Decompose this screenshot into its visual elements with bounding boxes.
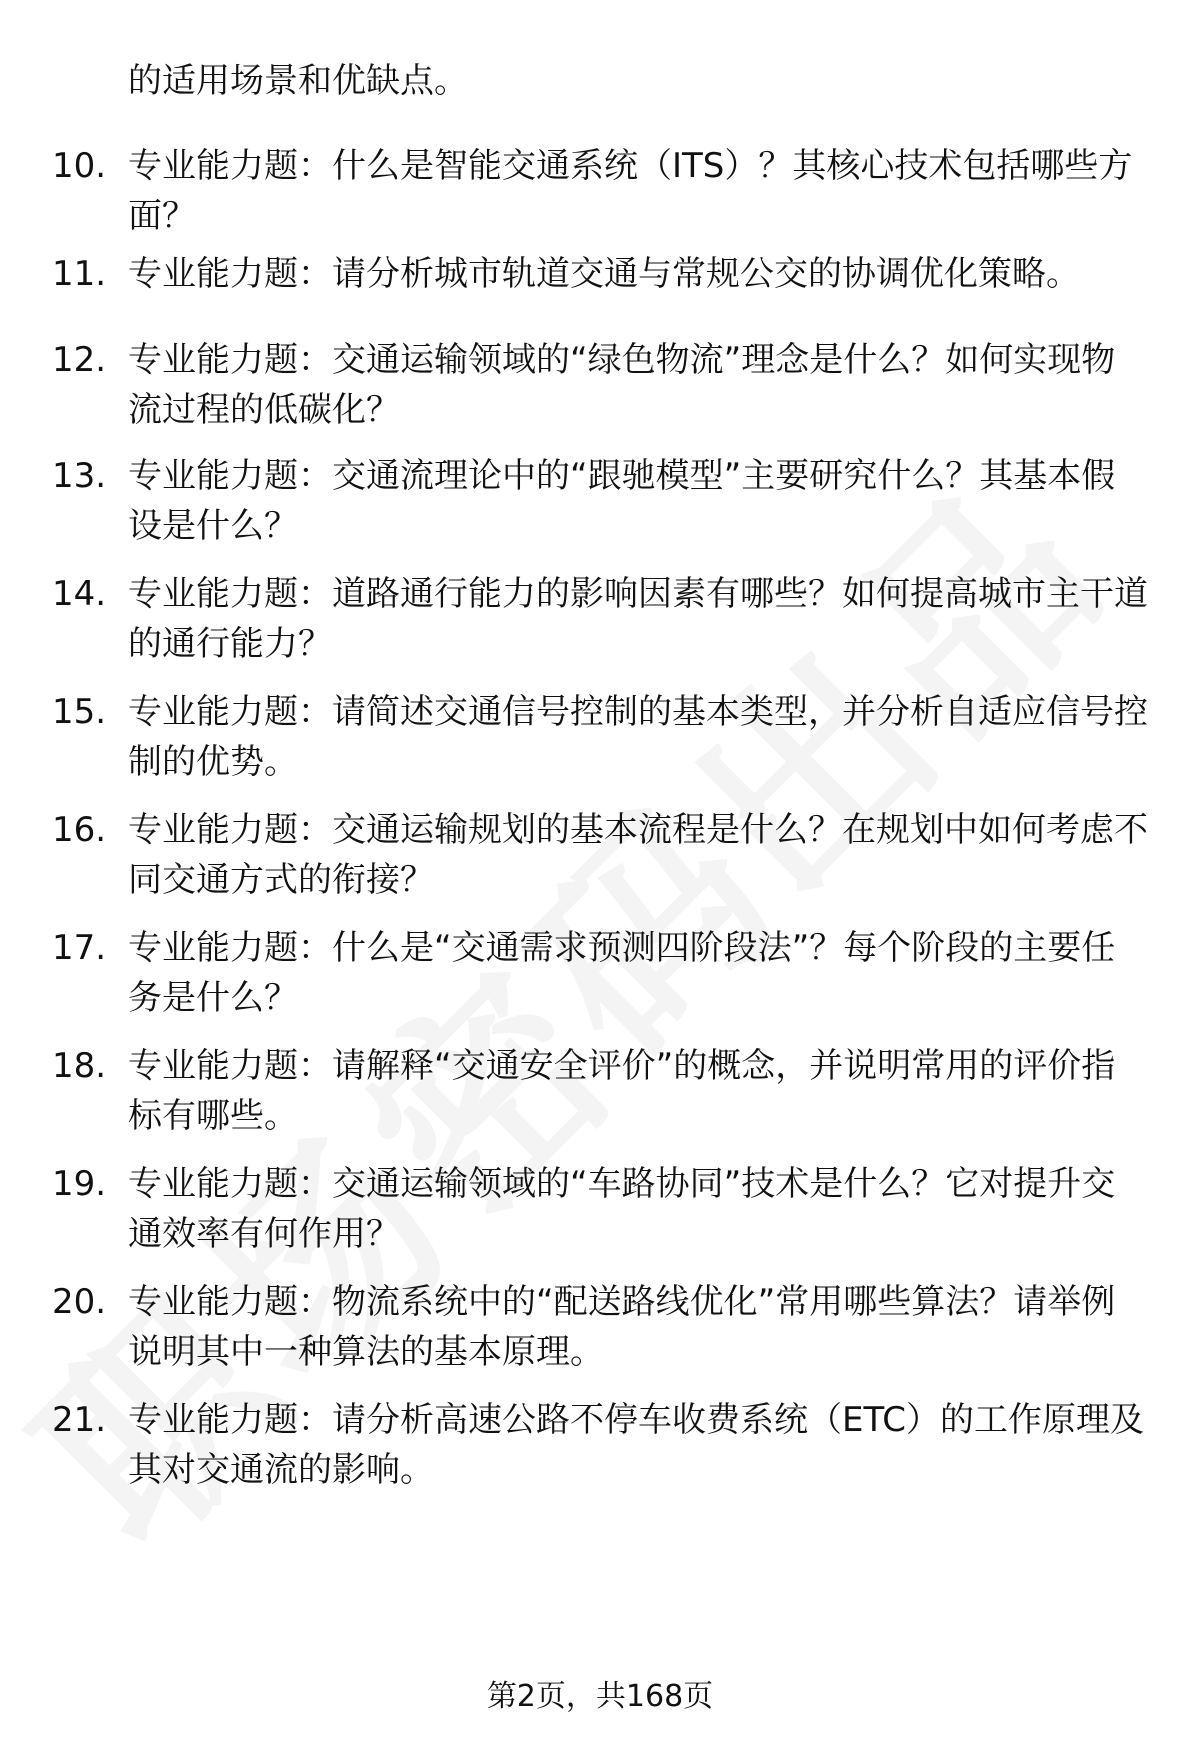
question-number: 10. [52,146,107,186]
question-text: 专业能力题：交通运输领域的“车路协同”技术是什么？它对提升交通效率有何作用？ [128,1163,1116,1254]
question-item [0,141,1200,249]
question-item [0,249,1200,335]
question-text: 专业能力题：交通流理论中的“跟驰模型”主要研究什么？其基本假设是什么？ [128,455,1116,546]
question-item [0,569,1200,687]
question-number: 14. [52,573,107,614]
question-text: 专业能力题：请简述交通信号控制的基本类型，并分析自适应信号控制的优势。 [128,691,1148,782]
question-number: 11. [52,253,107,294]
question-number: 12. [52,339,107,380]
question-text: 专业能力题：请分析高速公路不停车收费系统（ETC）的工作原理及其对交通流的影响。 [128,1399,1144,1490]
question-text: 专业能力题：交通运输领域的“绿色物流”理念是什么？如何实现物流过程的低碳化？ [128,339,1116,430]
question-item [0,805,1200,923]
question-text: 专业能力题：道路通行能力的影响因素有哪些？如何提高城市主干道的通行能力？ [128,573,1148,664]
question-item [0,923,1200,1041]
question-item [0,1041,1200,1159]
question-text: 专业能力题：交通运输规划的基本流程是什么？在规划中如何考虑不同交通方式的衔接？ [128,809,1148,900]
continued-question-text: 的适用场景和优缺点。 [128,61,468,101]
question-number: 15. [52,691,107,732]
question-text: 专业能力题：什么是“交通需求预测四阶段法”？每个阶段的主要任务是什么？ [128,927,1116,1018]
question-item [0,1159,1200,1277]
question-number: 20. [52,1281,107,1322]
question-number: 21. [52,1399,107,1440]
question-number: 18. [52,1045,107,1086]
question-item [0,1277,1200,1395]
question-number: 13. [52,455,107,496]
question-text: 专业能力题：什么是智能交通系统（ITS）？其核心技术包括哪些方面？ [128,146,1133,236]
question-number: 17. [52,927,107,968]
question-item [0,687,1200,805]
question-text: 专业能力题：请分析城市轨道交通与常规公交的协调优化策略。 [128,253,1080,294]
question-item [0,1395,1200,1513]
question-text: 专业能力题：请解释“交通安全评价”的概念，并说明常用的评价指标有哪些。 [128,1045,1116,1136]
question-number: 19. [52,1163,107,1204]
question-item [0,335,1200,451]
page-footer: 第2页，共168页 [486,1679,714,1714]
question-list [0,141,1200,1513]
question-number: 16. [52,809,107,850]
question-text: 专业能力题：物流系统中的“配送路线优化”常用哪些算法？请举例说明其中一种算法的基本原理。 [128,1281,1116,1372]
question-item [0,451,1200,569]
